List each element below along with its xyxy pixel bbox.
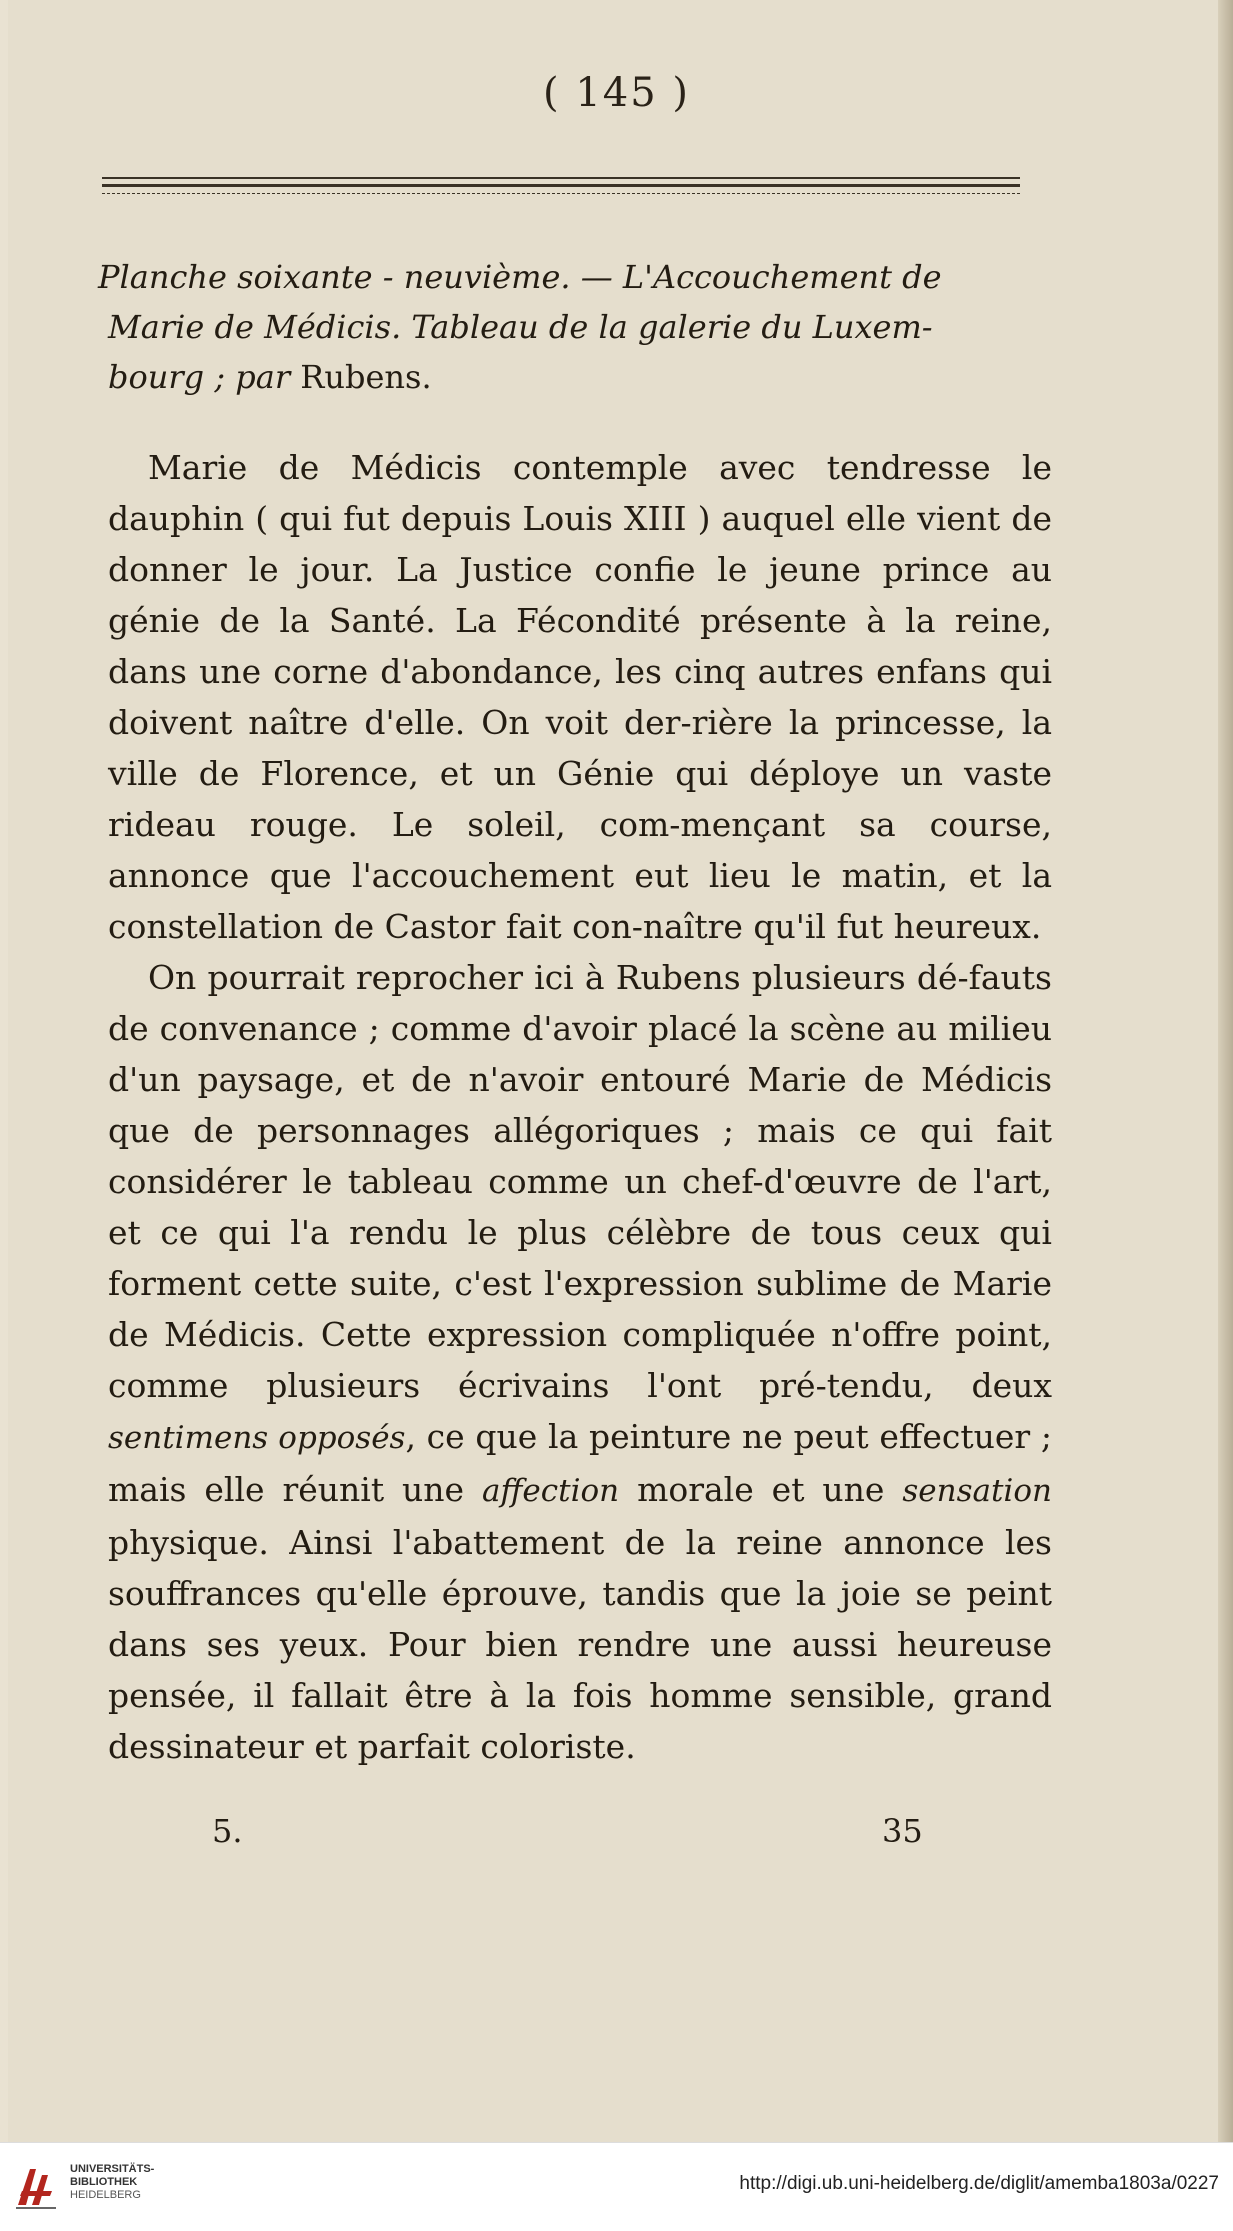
paragraph-text: , ce que la peinture ne peut effectuer ; mais elle réunit une [108,1417,1052,1509]
heading-author: Rubens. [300,358,432,396]
signature-mark: 5. [212,1812,243,1850]
paragraph-text: morale et une [637,1470,885,1509]
emphasis: affection [481,1473,620,1509]
page-number: ( 145 ) [543,70,690,116]
library-name [70,2163,154,2202]
plate-heading [98,252,1052,402]
emphasis: sentimens opposés [108,1420,406,1456]
header-rule [102,193,1020,194]
page-content [98,252,1052,1772]
heading-line: bourg ; par [108,358,291,396]
paragraph [108,952,1052,1772]
library-name-line: HEIDELBERG [70,2189,141,2201]
paragraph: Marie de Médicis contemple avec tendresse le dauphin ( qui fut depuis Louis XIII ) auquel elle vient de donner le jour. La Justice confie le jeune prince au génie de la Santé. La Fécondité présente à la reine, dans une corne d'abondance, les cinq autres enfans qui doivent naître d'elle. On voit der-rière la princesse, la ville de Florence, et un Génie qui déploye un vaste rideau rouge. Le soleil, com-mençant sa course, annonce que l'accouchement eut lieu le matin, et la constellation de Castor fait con-naître qu'il fut heureux. [108,448,1052,946]
page-edge [1218,0,1233,2142]
catchword: 35 [882,1812,923,1850]
permalink-url[interactable]: http://digi.ub.uni-heidelberg.de/diglit/amemba1803a/0227 [739,2173,1219,2194]
library-name-line: UNIVERSITÄTS- [70,2163,155,2175]
header-rule [102,177,1020,179]
paragraph-text: On pourrait reprocher ici à Rubens plusieurs dé-fauts de convenance ; comme d'avoir placé la scène au milieu d'un paysage, et de n'avoir entouré Marie de Médicis que de personnages allégoriques ; mais ce qui fait considérer le tableau comme un chef-d'œuvre de l'art, et ce qui l'a rendu le plus célèbre de tous ceux qui forment cette suite, c'est l'expression sublime de Marie de Médicis. Cette expression compliquée n'offre point, comme plusieurs écrivains l'ont pré-tendu, deux [108,958,1052,1405]
library-logo-icon [12,2161,62,2211]
library-name-line: BIBLIOTHEK [70,2176,138,2188]
viewer-footer [0,2142,1233,2231]
heading-line: Marie de Médicis. Tableau de la galerie du Luxem- [108,308,933,346]
header-rule [102,184,1020,187]
heading-line: Planche soixante - neuvième. — L'Accouchement de [98,258,942,296]
emphasis: sensation [902,1473,1052,1509]
paragraph-text: physique. Ainsi l'abattement de la reine annonce les souffrances qu'elle éprouve, tandis que la joie se peint dans ses yeux. Pour bien rendre une aussi heureuse pensée, il fallait être à la fois homme sensible, grand dessinateur et parfait coloriste. [108,1523,1052,1766]
